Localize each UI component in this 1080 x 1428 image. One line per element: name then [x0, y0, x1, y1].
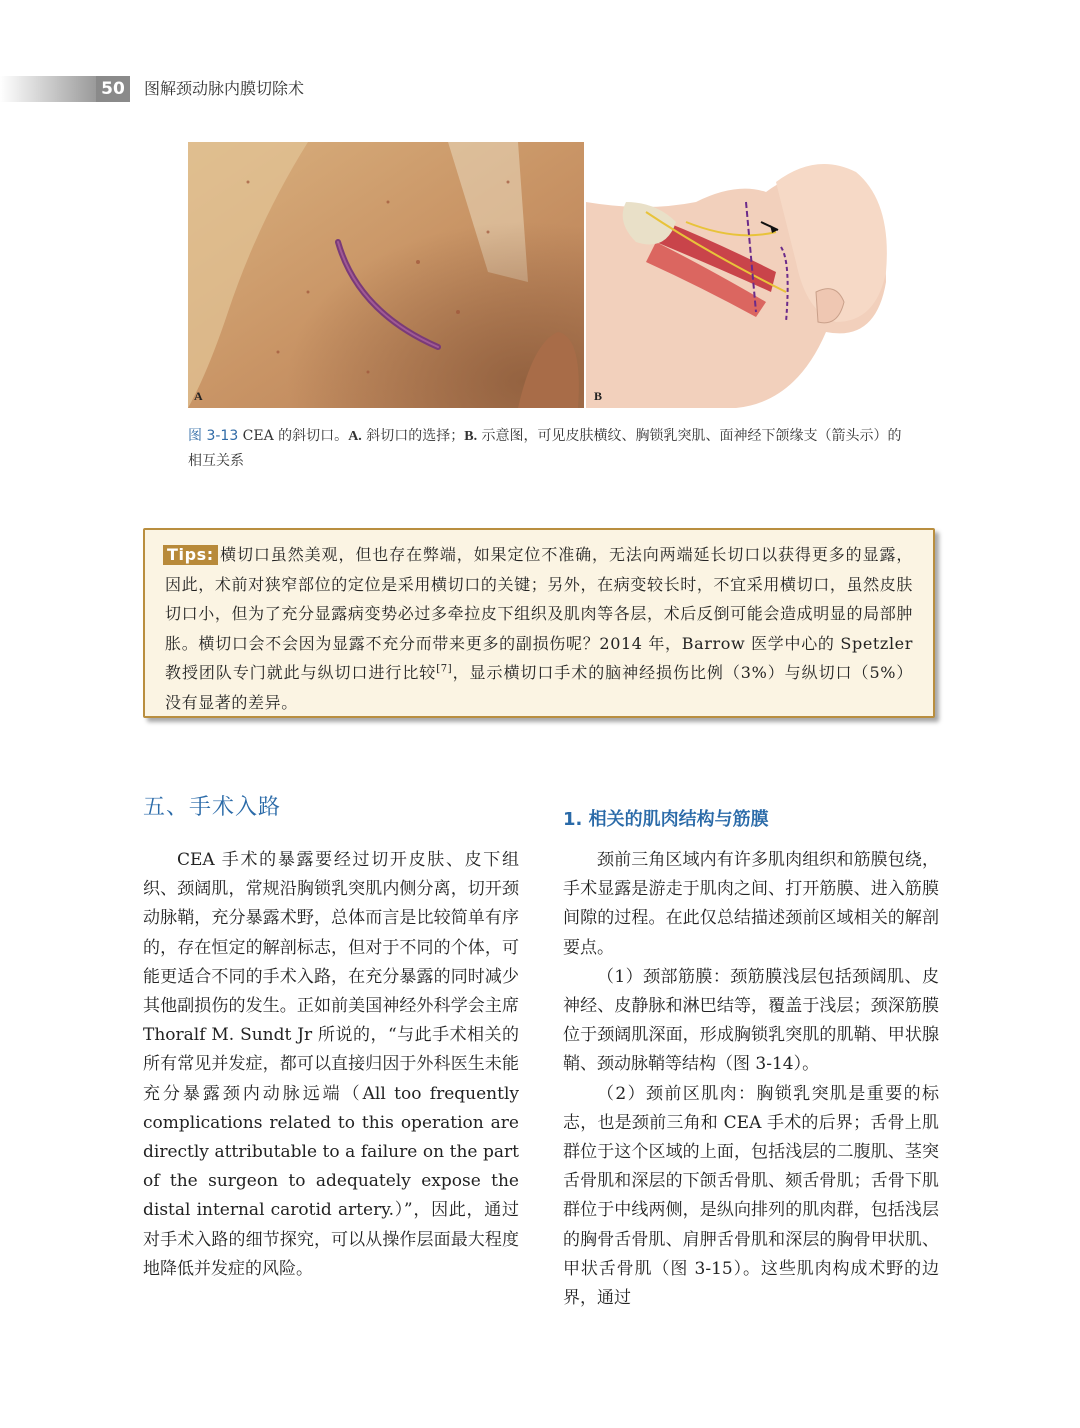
caption-text-3: 示意图，可见皮肤横纹、胸锁乳突肌、面神经下颌缘支（箭头示）的相互关系 [188, 428, 902, 469]
book-title: 图解颈动脉内膜切除术 [144, 79, 305, 98]
tips-text-main: 横切口虽然美观，但也存在弊端，如果定位不准确，无法向两端延长切口以获得更多的显露，因此，术前对狭窄部位的定位是采用横切口的关键；另外，在病变较长时，不宜采用横切口，虽然皮肤切口小，但为了充分显露病变势必过多牵拉皮下组织及肌肉等各层，术后反倒可能会造成明显的局部肿胀。横切口会不会因为显露不充分而带来更多的副损伤呢？2014 年，Barrow 医学中心的 Spetzler 教授团队专门就此与纵切口进行比较 [165, 545, 913, 682]
left-column [143, 846, 519, 1284]
right-column [563, 846, 939, 1313]
neck-incision-photo [188, 142, 584, 408]
neck-anatomy-illustration [586, 142, 892, 408]
tips-box [143, 528, 935, 718]
caption-text-2: 斜切口的选择； [361, 428, 465, 444]
page-number: 50 [96, 76, 130, 102]
right-paragraph-2: （1）颈部筋膜：颈筋膜浅层包括颈阔肌、皮神经、皮静脉和淋巴结等，覆盖于浅层；颈深筋膜位于颈阔肌深面，形成胸锁乳突肌的肌鞘、甲状腺鞘、颈动脉鞘等结构（图 3-14）。 [563, 966, 939, 1075]
caption-a-label: A. [348, 429, 362, 444]
tips-paragraph [165, 540, 913, 717]
panel-a-label: A [194, 389, 203, 403]
header-gradient [0, 76, 96, 102]
tips-label: Tips: [163, 545, 218, 565]
caption-b-label: B. [464, 429, 478, 444]
figure-panel-b-illustration [586, 142, 892, 408]
caption-text-1: CEA 的斜切口。 [238, 428, 349, 444]
figure-3-13 [188, 142, 892, 408]
tips-reference: [7] [436, 663, 453, 675]
tips-text-end: ，显示横切口手术的脑神经损伤比例（3%）与纵切口（5%）没有显著的差异。 [165, 663, 913, 712]
right-paragraph-1: 颈前三角区域内有许多肌肉组织和筋膜包绕，手术显露是游走于肌肉之间、打开筋膜、进入筋膜间隙的过程。在此仅总结描述颈前区域相关的解剖要点。 [563, 850, 939, 958]
figure-caption [188, 424, 908, 473]
section-title: 五、手术入路 [143, 795, 282, 820]
running-header [0, 76, 340, 102]
figure-panel-a-photo [188, 142, 584, 408]
panel-b-label: B [594, 389, 603, 403]
left-paragraph: CEA 手术的暴露要经过切开皮肤、皮下组织、颈阔肌，常规沿胸锁乳突肌内侧分离，切开颈动脉鞘，充分暴露术野，总体而言是比较简单有序的，存在恒定的解剖标志，但对于不同的个体，可能更适合不同的手术入路，在充分暴露的同时减少其他副损伤的发生。正如前美国神经外科学会主席 Thoralf M. Sundt Jr 所说的，“与此手术相关的所有常见并发症，都可以直接归因于外科医生未能充分暴露颈内动脉远端（All too frequently complications related to this operation are directly attributable to a failure on the part of the surgeon to adequately expose the distal internal carotid artery.）”，因此，通过对手术入路的细节探究，可以从操作层面最大程度地降低并发症的风险。 [143, 850, 519, 1279]
subsection-title: 1. 相关的肌肉结构与筋膜 [563, 809, 769, 830]
right-paragraph-3: （2）颈前区肌肉：胸锁乳突肌是重要的标志，也是颈前三角和 CEA 手术的后界；舌骨上肌群位于这个区域的上面，包括浅层的二腹肌、茎突舌骨肌和深层的下颌舌骨肌、颏舌骨肌；舌骨下肌群位于中线两侧，是纵向排列的肌肉群，包括浅层的胸骨舌骨肌、肩胛舌骨肌和深层的胸骨甲状肌、甲状舌骨肌（图 3-15）。这些肌肉构成术野的边界，通过 [563, 1083, 939, 1309]
caption-figure-number: 图 3-13 [188, 428, 239, 444]
